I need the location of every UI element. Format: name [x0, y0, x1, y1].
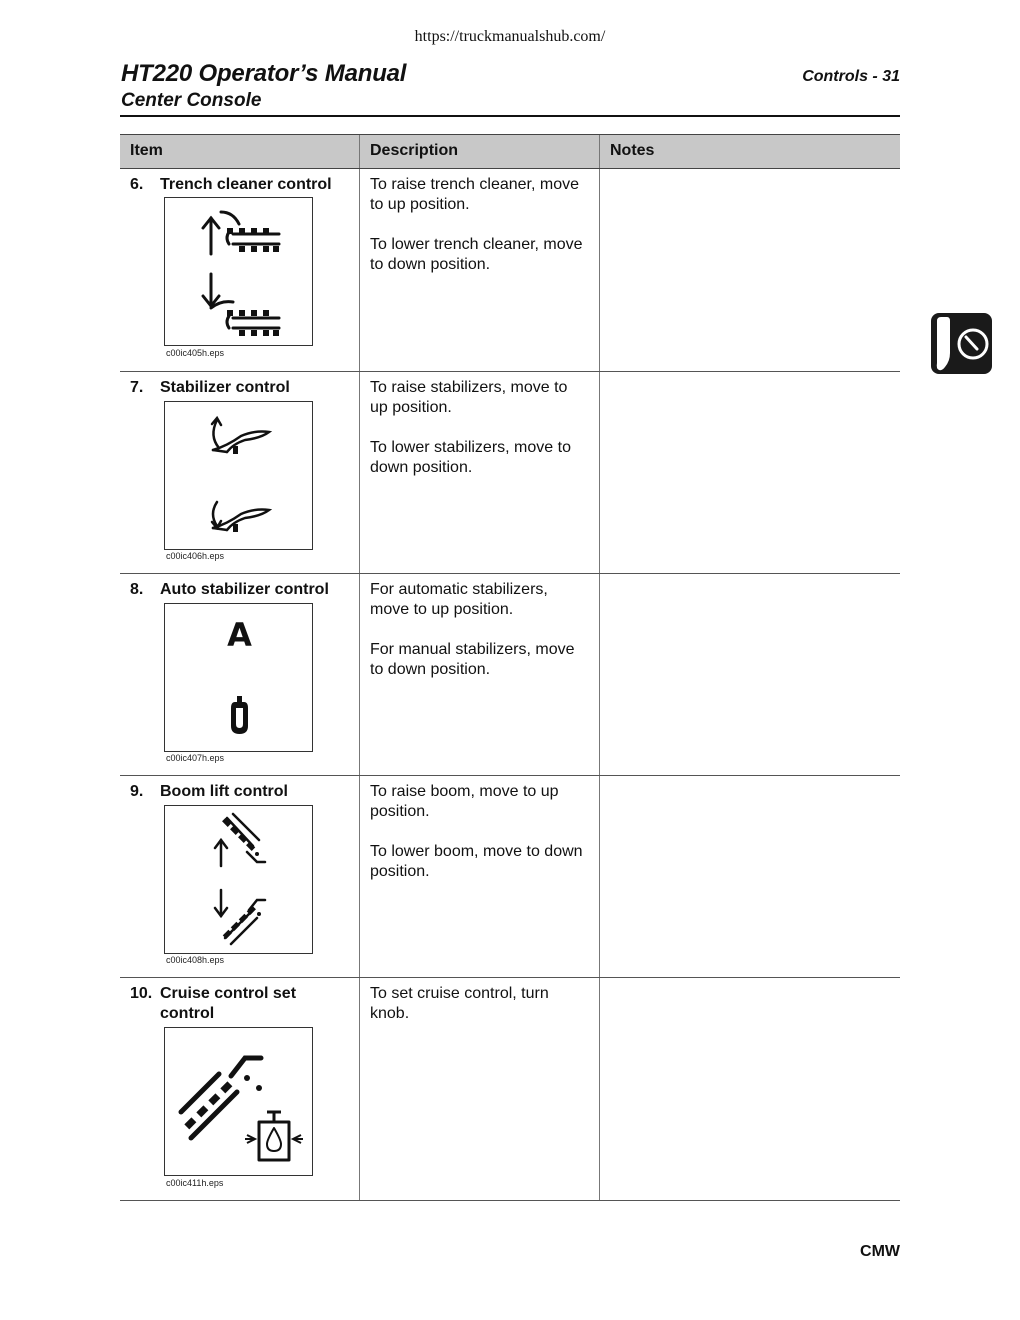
item-cell	[120, 169, 360, 371]
item-label: Stabilizer control	[160, 379, 290, 396]
table-row	[120, 776, 900, 978]
description-text: To raise stabilizers, move to up position.	[370, 379, 568, 416]
description-text: To raise trench cleaner, move to up position.	[370, 176, 579, 213]
description-text: To raise boom, move to up position.	[370, 783, 559, 820]
figure-caption: c00ic407h.eps	[166, 753, 225, 763]
item-label: Boom lift control	[160, 783, 288, 800]
description-text: For manual stabilizers, move to down position.	[370, 641, 575, 678]
auto-letter-glyph: A	[227, 616, 252, 654]
figure-caption: c00ic406h.eps	[166, 551, 225, 561]
column-header-notes: Notes	[610, 142, 655, 159]
figure-caption: c00ic408h.eps	[166, 955, 225, 965]
section-subtitle: Center Console	[121, 90, 262, 111]
source-url[interactable]: https://truckmanualshub.com/	[414, 28, 606, 45]
column-header-description: Description	[360, 135, 600, 168]
trench-cleaner-up-down-icon	[164, 197, 313, 346]
description-cell	[360, 169, 600, 371]
description-text: To lower boom, move to down position.	[370, 843, 583, 880]
manual-title: HT220 Operator’s Manual	[121, 60, 407, 87]
auto-manual-stabilizer-icon	[164, 603, 313, 752]
notes-cell	[600, 978, 900, 1200]
table-row	[120, 169, 900, 372]
item-cell	[120, 776, 360, 977]
description-text: To lower trench cleaner, move to down position.	[370, 236, 583, 273]
notes-cell	[600, 574, 900, 775]
stabilizer-up-down-icon	[164, 401, 313, 550]
figure-caption: c00ic411h.eps	[166, 1178, 224, 1188]
boom-lift-up-down-icon	[164, 805, 313, 954]
table-row	[120, 574, 900, 776]
item-number: 6.	[130, 176, 144, 193]
description-text: To lower stabilizers, move to down position.	[370, 439, 571, 476]
description-cell	[360, 372, 600, 573]
description-text: To set cruise control, turn knob.	[370, 985, 549, 1022]
item-number: 9.	[130, 783, 144, 800]
item-cell	[120, 574, 360, 775]
item-cell	[120, 978, 360, 1200]
notes-cell	[600, 776, 900, 977]
description-cell	[360, 574, 600, 775]
item-number: 7.	[130, 379, 144, 396]
table-header	[120, 134, 900, 169]
header-rule	[120, 115, 900, 117]
item-label: Auto stabilizer control	[160, 581, 329, 598]
cruise-control-set-icon	[164, 1027, 313, 1176]
footer-mark: CMW	[860, 1243, 900, 1260]
item-cell	[120, 372, 360, 573]
item-number: 8.	[130, 581, 144, 598]
table-row	[120, 978, 900, 1201]
description-text: For automatic stabilizers, move to up position.	[370, 581, 548, 618]
notes-cell	[600, 169, 900, 371]
description-cell	[360, 978, 600, 1200]
controls-knob-tab-icon	[931, 313, 992, 374]
description-cell	[360, 776, 600, 977]
column-header-item: Item	[120, 135, 360, 168]
controls-table	[120, 134, 900, 1201]
item-label: Trench cleaner control	[160, 176, 332, 193]
item-number: 10.	[130, 985, 153, 1002]
item-label: Cruise control set control	[160, 985, 297, 1022]
figure-caption: c00ic405h.eps	[166, 348, 225, 358]
notes-cell	[600, 372, 900, 573]
table-row	[120, 372, 900, 574]
page-reference: Controls - 31	[802, 68, 900, 85]
